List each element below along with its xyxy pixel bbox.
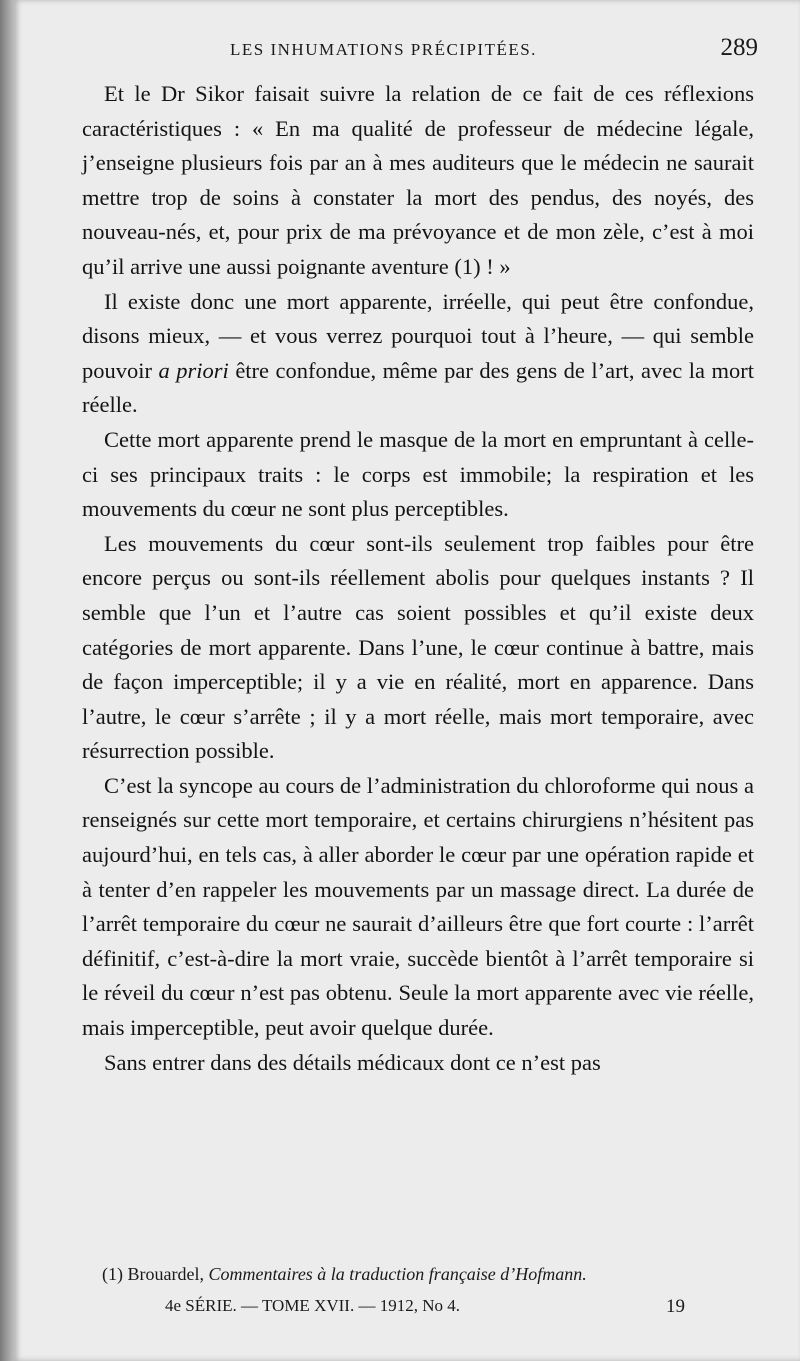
footnote (102, 1264, 762, 1285)
page-header (80, 34, 770, 70)
footnote-marker: (1) (102, 1264, 123, 1284)
paragraph (82, 1046, 754, 1081)
signature-series: 4e SÉRIE. — TOME XVII. — 1912, No 4. (165, 1296, 460, 1315)
paragraph-text: C’est la syncope au cours de l’administration du chloroforme qui nous a renseignés sur cette mort temporaire, et certains chirurgiens n’hésitent pas aujourd’hui, en tels cas, à aller aborder le cœur par une opération rapide et à tenter d’en rappeler les mouvements par un massage direct. La durée de l’arrêt temporaire du cœur ne saurait d’ailleurs être que fort courte : l’arrêt définitif, c’est-à-dire la mort vraie, succède bientôt à l’arrêt temporaire si le réveil du cœur n’est pas obtenu. Seule la mort apparente avec vie réelle, mais imperceptible, peut avoir quelque durée. (82, 772, 754, 1041)
body-text (82, 77, 754, 1080)
page-number: 289 (720, 34, 758, 61)
paragraph-text: Il existe donc une mort apparente, irréelle, qui peut être confondue, disons mieux, — et vous verrez pourquoi tout à l’heure, — qui semble pouvoir (82, 288, 754, 383)
paragraph (82, 769, 754, 1046)
paragraph-text: Les mouvements du cœur sont-ils seulement trop faibles pour être encore perçus ou sont-ils réellement abolis pour quelques instants ? Il semble que l’un et l’autre cas soient possibles et qu’il existe deux catégories de mort apparente. Dans l’une, le cœur continue à battre, mais de façon imperceptible; il y a vie en réalité, mort en apparence. Dans l’autre, le cœur s’arrête ; il y a mort réelle, mais mort temporaire, avec résurrection possible. (82, 530, 754, 764)
paragraph-text: Sans entrer dans des détails médicaux dont ce n’est pas (104, 1049, 601, 1075)
paragraph-text: être confondue, même par des gens de l’art, avec la mort réelle. (82, 357, 754, 418)
running-title: LES INHUMATIONS PRÉCIPITÉES. (230, 40, 537, 59)
footnote-author: Brouardel, (123, 1264, 209, 1284)
paragraph (82, 423, 754, 527)
italic-term: a priori (158, 357, 229, 383)
paragraph (82, 77, 754, 285)
paragraph-text: Cette mort apparente prend le masque de la mort en empruntant à celle-ci ses principaux traits : le corps est immobile; la respiration et les mouvements du cœur ne sont plus perceptibles. (82, 426, 754, 522)
footnote-title: Commentaires à la traduction française d’Hofmann. (208, 1264, 587, 1284)
paragraph-text: Et le Dr Sikor faisait suivre la relation de ce fait de ces réflexions caractéristiques : « En ma qualité de professeur de médecine légale, j’enseigne plusieurs fois par an à mes auditeurs que le médecin ne saurait mettre trop de soins à constater la mort des pendus, des noyés, des nouveau-nés, et, pour prix de ma prévoyance et de mon zèle, c’est à moi qu’il arrive une aussi poignante aventure (1) ! » (82, 81, 754, 279)
binding-edge (0, 0, 14, 1361)
paragraph (82, 285, 754, 423)
paragraph (82, 527, 754, 769)
signature-number: 19 (666, 1296, 685, 1317)
